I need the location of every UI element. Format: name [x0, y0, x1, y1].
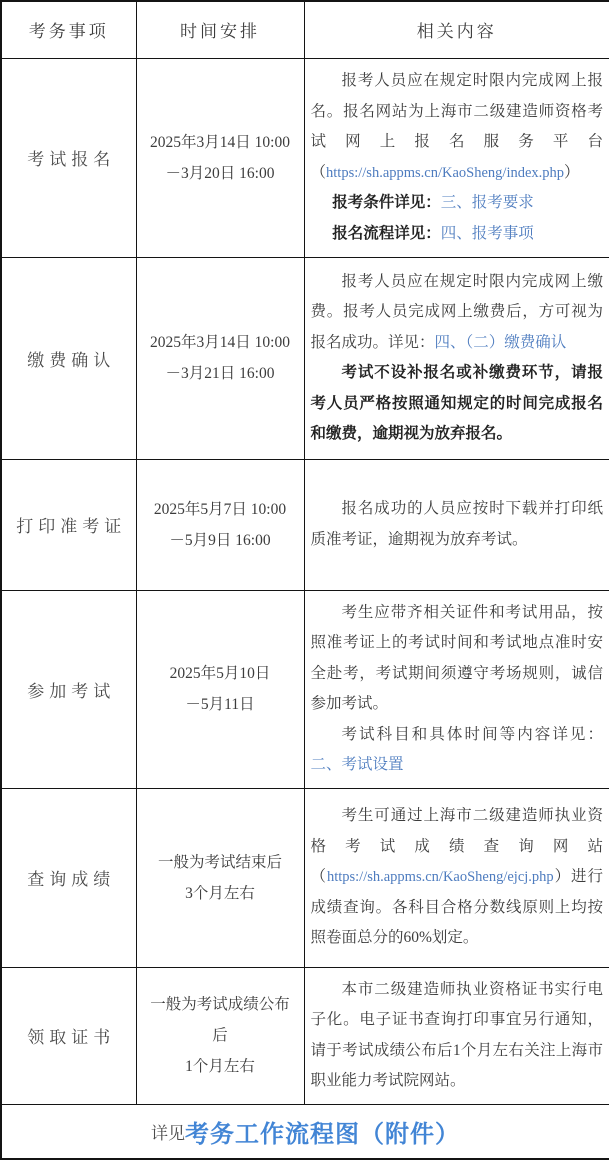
exam-item-print-ticket: 打印准考证: [1, 459, 136, 590]
text-segment: 报名流程详见：: [332, 224, 441, 242]
content-get-certificate: [304, 967, 609, 1104]
table-row: [1, 967, 609, 1104]
footer-cell: [1, 1104, 609, 1159]
time-line: －5月9日 16:00: [169, 531, 271, 549]
time-payment-confirmation: [136, 257, 304, 459]
text-segment: （: [310, 868, 327, 886]
time-line: －3月20日 16:00: [165, 164, 275, 182]
time-line: －3月21日 16:00: [165, 365, 275, 382]
text-segment: （: [310, 163, 327, 181]
exam-item-check-scores: 查询成绩: [1, 788, 136, 967]
time-line: 一般为考试结束后: [157, 853, 282, 871]
text-segment: 考生应带齐相关证件和考试用品，按照准考证上的考试时间和考试地点准时安全赴考，考试期间须遵守考场规则，诚信参加考试。: [310, 603, 603, 712]
exam-item-registration: 考试报名: [1, 58, 136, 257]
header-exam-item: 考务事项: [1, 1, 136, 58]
footer-prefix-label: 详见: [151, 1123, 185, 1143]
exam-item-get-certificate: 领取证书: [1, 967, 136, 1104]
text-segment: 本市二级建造师执业资格证书实行电子化。电子证书查询打印事宜另行通知，请于考试成绩公布后1个月左右关注上海市职业能力考试院网站。: [310, 980, 603, 1089]
time-line: 一般为考试成绩公布: [150, 996, 290, 1013]
text-segment: 考生可通过上海市二级建造师执业资格考试成绩查询网站: [310, 807, 603, 855]
table-row: [1, 58, 609, 257]
time-line: 2025年5月7日 10:00: [153, 500, 287, 518]
text-segment: 考试科目和具体时间等内容详见：: [341, 725, 603, 743]
link-registration-requirements[interactable]: 三、报考要求: [440, 194, 534, 211]
footer-row: [1, 1104, 609, 1159]
time-line: 2025年5月10日: [169, 665, 271, 682]
text-segment: 考试不设补报名或补缴费环节，请报考人员严格按照通知规定的时间完成报名和缴费，逾期视为放弃报名。: [310, 364, 603, 442]
url-wrapper: [311, 164, 580, 181]
link-registration-matters[interactable]: 四、报考事项: [440, 224, 534, 242]
time-take-exam: [136, 590, 304, 788]
time-line: 3个月左右: [185, 884, 255, 902]
time-check-scores: [136, 788, 304, 967]
content-print-ticket: [304, 459, 609, 590]
exam-item-payment-confirmation: 缴费确认: [1, 257, 136, 459]
content-check-scores: [304, 788, 609, 967]
table-row: [1, 459, 609, 590]
text-segment: 报考人员应在规定时限内完成网上报名。报名网站为上海市二级建造师资格考试网上报名服务平台: [310, 72, 603, 150]
header-time-schedule: 时间安排: [136, 1, 304, 58]
text-segment: 报名成功的人员应按时下载并打印纸质准考证，逾期视为放弃考试。: [310, 500, 603, 548]
time-line: 后: [212, 1027, 228, 1044]
time-print-ticket: [136, 459, 304, 590]
time-get-certificate: [136, 967, 304, 1104]
exam-item-take-exam: 参加考试: [1, 590, 136, 788]
table-row: [1, 788, 609, 967]
text-segment: 进行成绩查询。各科目合格分数线原则上均按照卷面总分的60%划定。: [310, 868, 603, 947]
text-segment: 报考人员应在规定时限内完成网上缴费。报考人员完成网上缴费后，方可视为报名成功。详见：: [310, 272, 603, 351]
time-registration: [136, 58, 304, 257]
table-row: [1, 590, 609, 788]
time-line: －5月11日: [185, 696, 255, 713]
content-take-exam: [304, 590, 609, 788]
time-line: 2025年3月14日 10:00: [150, 334, 290, 351]
content-payment-confirmation: [304, 257, 609, 459]
time-line: 1个月左右: [185, 1058, 255, 1075]
url-wrapper: [311, 868, 572, 885]
link-score-query-url[interactable]: https://sh.appms.cn/KaoSheng/ejcj.php: [326, 869, 554, 886]
header-row: [1, 1, 609, 58]
link-payment-confirmation[interactable]: 四、（二）缴费确认: [434, 333, 567, 351]
time-line: 2025年3月14日 10:00: [150, 133, 290, 151]
text-segment: ）: [564, 163, 580, 181]
link-registration-site-url[interactable]: https://sh.appms.cn/KaoSheng/index.php: [326, 164, 565, 181]
text-segment: 报考条件详见：: [332, 194, 441, 211]
link-exam-setup[interactable]: 二、考试设置: [310, 756, 404, 773]
table-row: [1, 257, 609, 459]
footer-flowchart-link[interactable]: 考务工作流程图（附件）: [185, 1120, 460, 1148]
text-segment: ）: [553, 868, 572, 886]
content-registration: [304, 58, 609, 257]
header-related-content: 相关内容: [304, 1, 609, 58]
